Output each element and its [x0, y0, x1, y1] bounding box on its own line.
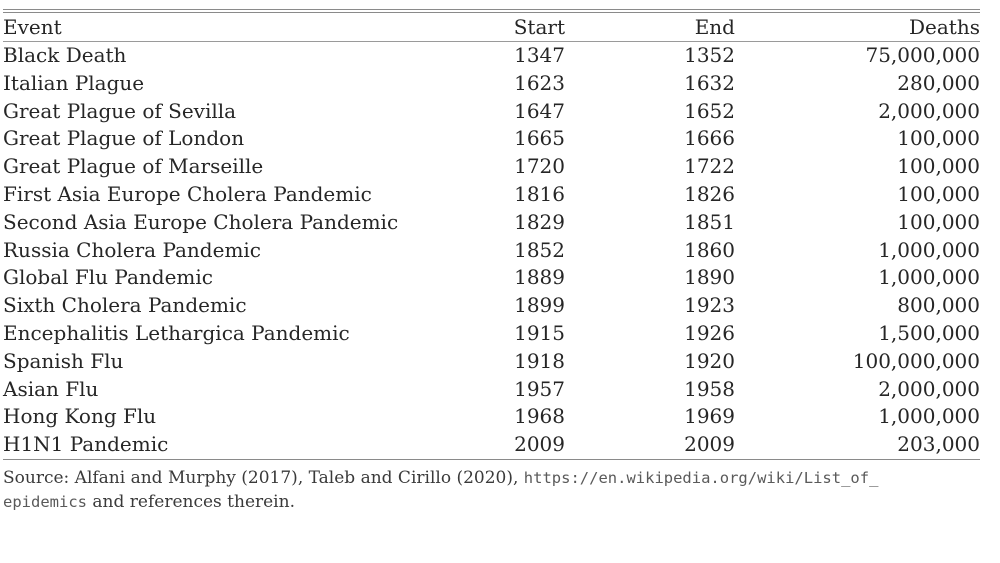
cell-event: Sixth Cholera Pandemic — [3, 293, 247, 318]
cell-deaths: 800,000 — [897, 293, 980, 318]
table-row — [3, 42, 980, 70]
cell-start: 1647 — [514, 98, 565, 123]
cell-end: 2009 — [684, 432, 735, 457]
cell-end: 1958 — [684, 376, 735, 401]
source-url-part1: https://en.wikipedia.org/wiki/List_of_ — [523, 469, 879, 487]
cell-end: 1890 — [684, 265, 735, 290]
table-row — [3, 376, 980, 404]
cell-start: 1899 — [514, 293, 565, 318]
table-row — [3, 125, 980, 153]
table-row — [3, 181, 980, 209]
cell-event: Global Flu Pandemic — [3, 265, 213, 290]
cell-end: 1969 — [684, 404, 735, 429]
table-row — [3, 431, 980, 459]
cell-deaths: 203,000 — [897, 432, 980, 457]
cell-deaths: 100,000 — [897, 126, 980, 151]
cell-start: 1957 — [514, 376, 565, 401]
cell-start: 1816 — [514, 181, 565, 206]
cell-event: Encephalitis Lethargica Pandemic — [3, 320, 350, 345]
cell-deaths: 1,500,000 — [878, 320, 980, 345]
cell-start: 1623 — [514, 70, 565, 95]
cell-end: 1926 — [684, 320, 735, 345]
cell-event: Asian Flu — [3, 376, 99, 401]
table-row — [3, 98, 980, 126]
epidemics-table-body — [3, 42, 980, 459]
table-row — [3, 292, 980, 320]
cell-deaths: 280,000 — [897, 70, 980, 95]
cell-deaths: 2,000,000 — [878, 376, 980, 401]
cell-start: 1918 — [514, 348, 565, 373]
cell-deaths: 1,000,000 — [878, 265, 980, 290]
table-row — [3, 209, 980, 237]
epidemics-table-container — [3, 9, 980, 460]
source-text: Source: Alfani and Murphy (2017), Taleb and Cirillo (2020), — [3, 468, 524, 488]
cell-start: 1720 — [514, 154, 565, 179]
table-row — [3, 264, 980, 292]
cell-start: 1915 — [514, 320, 565, 345]
source-suffix: and references therein. — [87, 492, 295, 512]
cell-start: 2009 — [514, 432, 565, 457]
table-row — [3, 153, 980, 181]
cell-end: 1923 — [684, 293, 735, 318]
cell-deaths: 100,000 — [897, 154, 980, 179]
cell-end: 1666 — [684, 126, 735, 151]
bottom-rule — [3, 459, 980, 460]
cell-event: First Asia Europe Cholera Pandemic — [3, 181, 372, 206]
epidemics-table — [3, 13, 980, 41]
cell-end: 1920 — [684, 348, 735, 373]
cell-start: 1889 — [514, 265, 565, 290]
cell-end: 1632 — [684, 70, 735, 95]
header-start: Start — [513, 15, 565, 39]
cell-end: 1722 — [684, 154, 735, 179]
cell-deaths: 2,000,000 — [878, 98, 980, 123]
header-end: End — [694, 15, 735, 39]
cell-start: 1829 — [514, 209, 565, 234]
cell-deaths: 75,000,000 — [865, 43, 980, 67]
header-event: Event — [3, 15, 62, 39]
cell-end: 1652 — [684, 98, 735, 123]
cell-event: Russia Cholera Pandemic — [3, 237, 262, 262]
header-row — [3, 13, 980, 41]
table-row — [3, 403, 980, 431]
cell-event: Great Plague of Marseille — [3, 154, 264, 179]
cell-start: 1968 — [514, 404, 565, 429]
cell-deaths: 100,000 — [897, 209, 980, 234]
cell-event: Spanish Flu — [3, 348, 124, 373]
cell-event: Hong Kong Flu — [3, 404, 157, 429]
table-row — [3, 320, 980, 348]
cell-start: 1665 — [514, 126, 565, 151]
cell-event: Great Plague of London — [3, 126, 245, 151]
cell-start: 1347 — [514, 43, 565, 67]
header-deaths: Deaths — [909, 15, 980, 39]
table-row — [3, 348, 980, 376]
cell-deaths: 1,000,000 — [878, 404, 980, 429]
cell-deaths: 100,000 — [897, 181, 980, 206]
cell-event: Great Plague of Sevilla — [3, 98, 237, 123]
cell-end: 1860 — [684, 237, 735, 262]
cell-event: Italian Plague — [3, 70, 145, 95]
cell-start: 1852 — [514, 237, 565, 262]
cell-deaths: 100,000,000 — [852, 348, 980, 373]
cell-end: 1826 — [684, 181, 735, 206]
cell-deaths: 1,000,000 — [878, 237, 980, 262]
cell-end: 1352 — [684, 43, 735, 67]
cell-event: Second Asia Europe Cholera Pandemic — [3, 209, 399, 234]
table-row — [3, 70, 980, 98]
cell-end: 1851 — [684, 209, 735, 234]
table-row — [3, 237, 980, 265]
cell-event: Black Death — [3, 43, 127, 67]
source-url-part2: epidemics — [3, 493, 87, 511]
top-rule-outer — [3, 9, 980, 10]
cell-event: H1N1 Pandemic — [3, 432, 169, 457]
source-note — [3, 466, 988, 514]
